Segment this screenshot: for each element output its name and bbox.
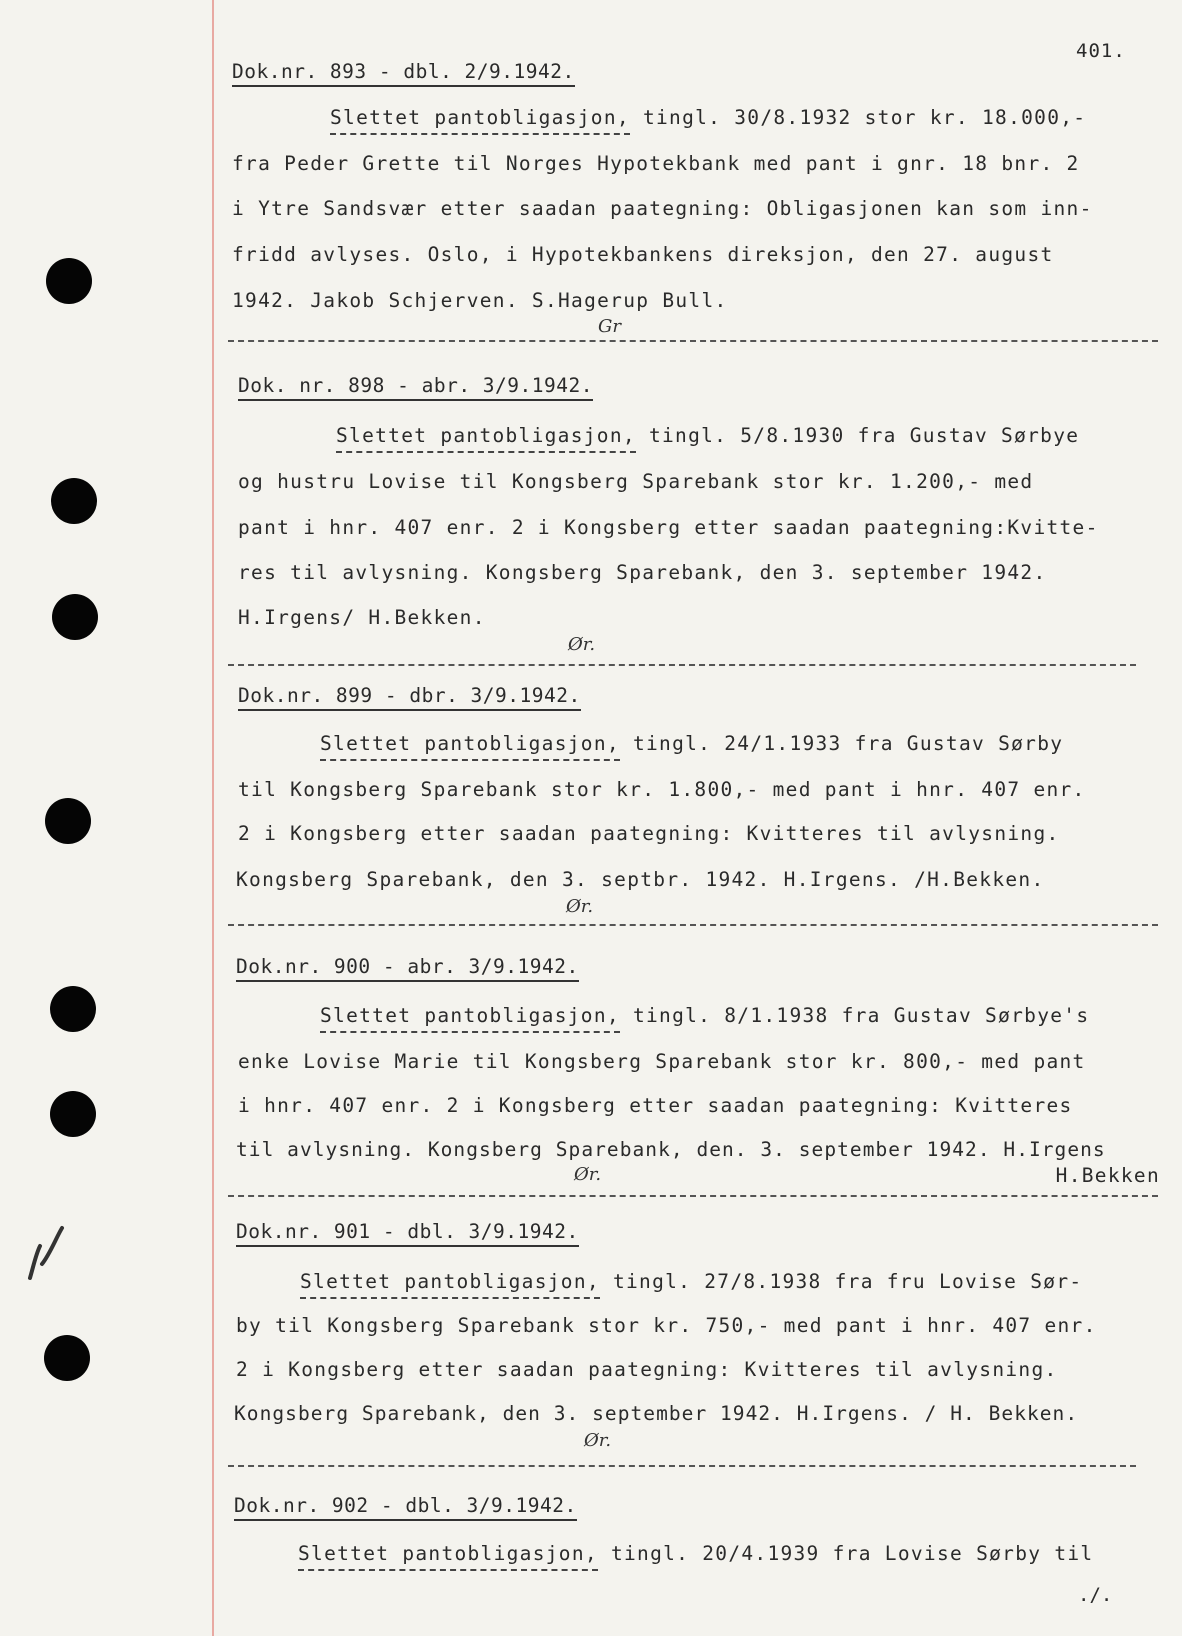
entry-line: fra Peder Grette til Norges Hypotekbank med pant i gnr. 18 bnr. 2 (232, 152, 1080, 175)
entry-line: til Kongsberg Sparebank stor kr. 1.800,- med pant i hnr. 407 enr. (238, 778, 1086, 801)
clerk-initials: Ør. (568, 634, 596, 655)
entry-line: 2 i Kongsberg etter saadan paategning: Kvitteres til avlysning. (236, 1358, 1058, 1381)
entry-lead: Slettet pantobligasjon, (298, 1542, 598, 1571)
clerk-initials: Ør. (574, 1164, 602, 1185)
entry-line: Kongsberg Sparebank, den 3. september 1942. H.Irgens. / H. Bekken. (234, 1402, 1079, 1425)
punch-hole (50, 1091, 96, 1137)
entry-line: pant i hnr. 407 enr. 2 i Kongsberg etter saadan paategning:Kvitte- (238, 516, 1099, 539)
punch-hole (51, 478, 97, 524)
entry-line: Slettet pantobligasjon, tingl. 27/8.1938 fra fru Lovise Sør- (300, 1270, 1082, 1299)
punch-hole (50, 986, 96, 1032)
clerk-initials: Ør. (566, 896, 594, 917)
entry-lead: Slettet pantobligasjon, (300, 1270, 600, 1299)
entry-line: Slettet pantobligasjon, tingl. 8/1.1938 fra Gustav Sørbye's (320, 1004, 1089, 1033)
punch-hole (46, 258, 92, 304)
entry-line: H.Bekken (1055, 1164, 1160, 1187)
clerk-initials: Ør. (584, 1430, 612, 1451)
entry-lead: Slettet pantobligasjon, (320, 732, 620, 761)
entry-line: Slettet pantobligasjon, tingl. 20/4.1939 fra Lovise Sørby til (298, 1542, 1093, 1571)
entry-heading: Dok.nr. 893 - dbl. 2/9.1942. (232, 60, 575, 83)
continuation-mark: ./. (1078, 1584, 1113, 1606)
entry-line: Slettet pantobligasjon, tingl. 24/1.1933 fra Gustav Sørby (320, 732, 1063, 761)
red-margin-line (212, 0, 214, 1636)
page-number: 401. (1076, 40, 1126, 62)
entry-line: og hustru Lovise til Kongsberg Sparebank stor kr. 1.200,- med (238, 470, 1034, 493)
entry-line: fridd avlyses. Oslo, i Hypotekbankens direksjon, den 27. august (232, 243, 1054, 266)
entry-lead: Slettet pantobligasjon, (336, 424, 636, 453)
separator-line (228, 1195, 1158, 1197)
entry-line: H.Irgens/ H.Bekken. (238, 606, 486, 629)
entry-line: 1942. Jakob Schjerven. S.Hagerup Bull. (232, 289, 728, 312)
entry-heading: Dok. nr. 898 - abr. 3/9.1942. (238, 374, 593, 397)
separator-line (228, 924, 1158, 926)
separator-line (228, 1465, 1136, 1467)
entry-line: by til Kongsberg Sparebank stor kr. 750,- med pant i hnr. 407 enr. (236, 1314, 1097, 1337)
entry-heading: Dok.nr. 899 - dbr. 3/9.1942. (238, 684, 581, 707)
entry-line: enke Lovise Marie til Kongsberg Sparebank stor kr. 800,- med pant (238, 1050, 1086, 1073)
entry-line: i Ytre Sandsvær etter saadan paategning: Obligasjonen kan som inn- (232, 197, 1093, 220)
punch-hole (52, 594, 98, 640)
entry-heading: Dok.nr. 901 - dbl. 3/9.1942. (236, 1220, 579, 1243)
punch-hole (44, 1335, 90, 1381)
punch-hole (45, 798, 91, 844)
entry-line: 2 i Kongsberg etter saadan paategning: Kvitteres til avlysning. (238, 822, 1060, 845)
entry-line: Slettet pantobligasjon, tingl. 5/8.1930 fra Gustav Sørbye (336, 424, 1079, 453)
separator-line (228, 664, 1136, 666)
entry-heading: Dok.nr. 902 - dbl. 3/9.1942. (234, 1494, 577, 1517)
entry-line: Slettet pantobligasjon, tingl. 30/8.1932 stor kr. 18.000,- (330, 106, 1086, 135)
entry-line: Kongsberg Sparebank, den 3. septbr. 1942. H.Irgens. /H.Bekken. (236, 868, 1045, 891)
margin-pencil-mark (22, 1224, 72, 1284)
clerk-initials: Gr (598, 316, 621, 337)
entry-line: res til avlysning. Kongsberg Sparebank, den 3. september 1942. (238, 561, 1047, 584)
separator-line (228, 340, 1158, 342)
entry-line: i hnr. 407 enr. 2 i Kongsberg etter saadan paategning: Kvitteres (238, 1094, 1073, 1117)
entry-lead: Slettet pantobligasjon, (320, 1004, 620, 1033)
entry-lead: Slettet pantobligasjon, (330, 106, 630, 135)
entry-line: til avlysning. Kongsberg Sparebank, den. 3. september 1942. H.Irgens (236, 1138, 1106, 1161)
entry-heading: Dok.nr. 900 - abr. 3/9.1942. (236, 955, 579, 978)
